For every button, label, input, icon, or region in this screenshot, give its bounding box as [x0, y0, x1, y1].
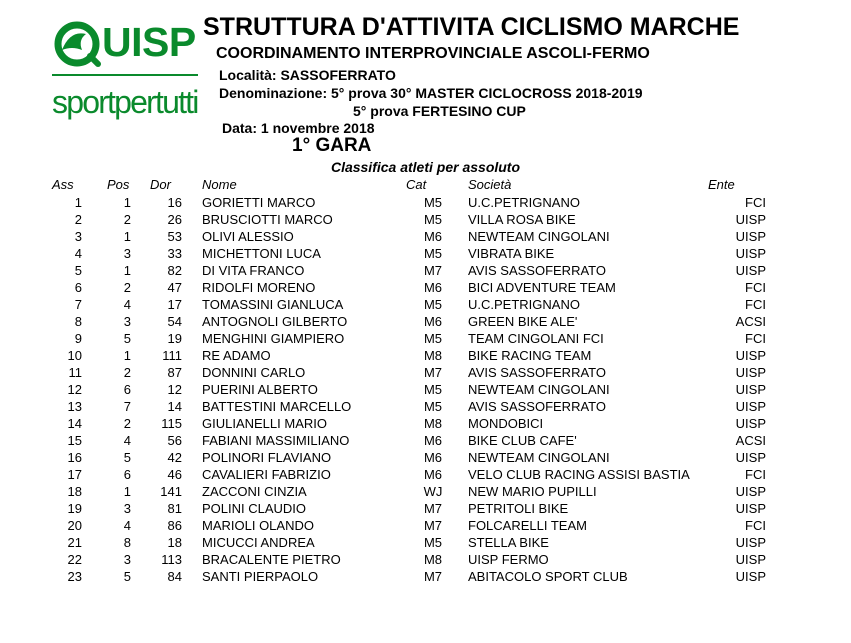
table-row	[0, 330, 851, 347]
cell-dor: 113	[161, 552, 182, 567]
cell-ass: 11	[68, 365, 82, 380]
cell-pos: 1	[123, 348, 131, 363]
cell-pos: 1	[123, 263, 131, 278]
cell-dor: 87	[167, 365, 182, 380]
ranking-title	[0, 159, 851, 175]
cell-nome: GORIETTI MARCO	[202, 195, 316, 210]
cell-pos: 3	[123, 246, 131, 261]
race-number: 1° GARA	[292, 135, 372, 156]
table-row	[0, 279, 851, 296]
cell-societa: AVIS SASSOFERRATO	[468, 399, 606, 414]
cell-dor: 16	[167, 195, 182, 210]
cell-nome: SANTI PIERPAOLO	[202, 569, 319, 584]
cell-cat: M5	[423, 246, 443, 261]
cell-pos: 8	[123, 535, 131, 550]
table-row	[0, 534, 851, 551]
table-row	[0, 262, 851, 279]
cell-societa: U.C.PETRIGNANO	[468, 297, 580, 312]
cell-ente: FCI	[745, 467, 766, 482]
cell-societa: MONDOBICI	[468, 416, 544, 431]
cell-ente: UISP	[735, 382, 766, 397]
cell-cat: M5	[423, 195, 443, 210]
cell-ass: 8	[74, 314, 82, 329]
cell-pos: 3	[123, 501, 131, 516]
cell-pos: 4	[123, 297, 131, 312]
cell-nome: RE ADAMO	[202, 348, 271, 363]
cell-ente: FCI	[745, 518, 766, 533]
cell-dor: 111	[162, 348, 182, 363]
table-row	[0, 517, 851, 534]
table-row	[0, 483, 851, 500]
cell-dor: 12	[167, 382, 182, 397]
cell-ente: UISP	[735, 246, 766, 261]
cell-societa: STELLA BIKE	[468, 535, 549, 550]
cell-ente: UISP	[735, 416, 766, 431]
cell-societa: UISP FERMO	[468, 552, 549, 567]
cell-ente: UISP	[735, 552, 766, 567]
cell-cat: M7	[423, 569, 443, 584]
table-row	[0, 313, 851, 330]
table-row	[0, 551, 851, 568]
cell-pos: 1	[123, 229, 131, 244]
table-row	[0, 500, 851, 517]
cell-nome: BRACALENTE PIETRO	[202, 552, 341, 567]
cell-nome: DONNINI CARLO	[202, 365, 306, 380]
table-row	[0, 194, 851, 211]
cell-ass: 3	[74, 229, 82, 244]
cell-ente: UISP	[735, 348, 766, 363]
page-title: STRUTTURA D'ATTIVITA CICLISMO MARCHE	[203, 13, 740, 41]
cell-cat: M7	[423, 263, 443, 278]
cell-pos: 4	[123, 433, 131, 448]
cell-ass: 10	[67, 348, 82, 363]
cell-societa: NEW MARIO PUPILLI	[468, 484, 597, 499]
cell-dor: 84	[167, 569, 182, 584]
cell-ass: 17	[67, 467, 82, 482]
cell-societa: NEWTEAM CINGOLANI	[468, 382, 610, 397]
cell-nome: OLIVI ALESSIO	[202, 229, 294, 244]
cell-cat: M5	[423, 535, 443, 550]
cell-nome: PUERINI ALBERTO	[202, 382, 318, 397]
cell-ass: 2	[74, 212, 82, 227]
cell-cat: M7	[423, 365, 443, 380]
cell-cat: M5	[423, 297, 443, 312]
cell-ass: 13	[67, 399, 82, 414]
cell-ente: UISP	[735, 399, 766, 414]
uisp-emblem-icon	[52, 20, 102, 68]
cell-societa: BIKE RACING TEAM	[468, 348, 592, 363]
cell-ente: UISP	[735, 365, 766, 380]
cell-ass: 23	[67, 569, 82, 584]
cell-ente: FCI	[745, 195, 766, 210]
cell-pos: 2	[123, 365, 131, 380]
col-ass: Ass	[52, 177, 74, 192]
cell-nome: POLINI CLAUDIO	[202, 501, 307, 516]
cell-nome: MARIOLI OLANDO	[202, 518, 314, 533]
cell-pos: 1	[123, 195, 131, 210]
cell-cat: M6	[423, 467, 443, 482]
cell-pos: 7	[123, 399, 131, 414]
cell-cat: M6	[423, 433, 443, 448]
cell-dor: 17	[167, 297, 182, 312]
cell-pos: 2	[123, 280, 131, 295]
table-row	[0, 347, 851, 364]
cell-cat: M8	[423, 552, 443, 567]
col-ente: Ente	[708, 177, 735, 192]
cell-ass: 9	[74, 331, 82, 346]
cell-nome: BRUSCIOTTI MARCO	[202, 212, 333, 227]
cell-dor: 115	[161, 416, 182, 431]
table-row	[0, 211, 851, 228]
col-pos: Pos	[107, 177, 130, 192]
col-dor: Dor	[150, 177, 171, 192]
table-row	[0, 398, 851, 415]
cell-nome: TOMASSINI GIANLUCA	[202, 297, 344, 312]
cell-societa: U.C.PETRIGNANO	[468, 195, 580, 210]
cell-ass: 18	[67, 484, 82, 499]
localita: Località: SASSOFERRATO	[219, 67, 396, 83]
cell-pos: 3	[123, 552, 131, 567]
page-subtitle: COORDINAMENTO INTERPROVINCIALE ASCOLI-FERMO	[216, 45, 650, 62]
cell-dor: 81	[167, 501, 182, 516]
cell-cat: M8	[423, 348, 443, 363]
cell-cat: M5	[423, 399, 443, 414]
col-nome: Nome	[202, 177, 237, 192]
cell-pos: 6	[123, 467, 131, 482]
cell-cat: M5	[423, 331, 443, 346]
table-row	[0, 432, 851, 449]
table-row	[0, 296, 851, 313]
cell-societa: TEAM CINGOLANI FCI	[468, 331, 604, 346]
race-date: Data: 1 novembre 2018	[222, 120, 375, 136]
cell-societa: BIKE CLUB CAFE'	[468, 433, 577, 448]
cell-ass: 21	[67, 535, 82, 550]
uisp-logo	[52, 18, 198, 130]
cell-nome: MICHETTONI LUCA	[202, 246, 321, 261]
table-row	[0, 381, 851, 398]
cell-ente: UISP	[735, 450, 766, 465]
cell-dor: 26	[167, 212, 182, 227]
cell-cat: WJ	[423, 484, 443, 499]
cell-pos: 3	[123, 314, 131, 329]
table-row	[0, 364, 851, 381]
cell-dor: 82	[167, 263, 182, 278]
cell-societa: ABITACOLO SPORT CLUB	[468, 569, 628, 584]
cell-ente: UISP	[735, 484, 766, 499]
cell-societa: AVIS SASSOFERRATO	[468, 263, 606, 278]
col-societa: Società	[468, 177, 512, 192]
cell-nome: GIULIANELLI MARIO	[202, 416, 327, 431]
cell-ente: UISP	[735, 535, 766, 550]
cell-ass: 5	[74, 263, 82, 278]
cell-dor: 47	[167, 280, 182, 295]
table-row	[0, 449, 851, 466]
logo-brand: UISP	[102, 19, 196, 65]
cell-ass: 1	[74, 195, 82, 210]
cell-societa: NEWTEAM CINGOLANI	[468, 450, 610, 465]
cell-cat: M8	[423, 416, 443, 431]
cell-societa: PETRITOLI BIKE	[468, 501, 569, 516]
cell-ass: 6	[74, 280, 82, 295]
cell-ente: ACSI	[735, 433, 766, 448]
cell-nome: ANTOGNOLI GILBERTO	[202, 314, 348, 329]
cell-ass: 15	[67, 433, 82, 448]
denominazione-secondary: 5° prova FERTESINO CUP	[353, 103, 526, 119]
table-row	[0, 228, 851, 245]
cell-ass: 19	[67, 501, 82, 516]
cell-societa: BICI ADVENTURE TEAM	[468, 280, 616, 295]
cell-dor: 86	[167, 518, 182, 533]
cell-dor: 141	[160, 484, 182, 499]
logo-tagline: sportpertutti	[52, 84, 198, 120]
cell-ente: UISP	[735, 501, 766, 516]
cell-pos: 6	[123, 382, 131, 397]
cell-dor: 33	[167, 246, 182, 261]
cell-cat: M6	[423, 450, 443, 465]
cell-nome: DI VITA FRANCO	[202, 263, 305, 278]
cell-pos: 5	[123, 450, 131, 465]
cell-cat: M6	[423, 229, 443, 244]
cell-ente: UISP	[735, 569, 766, 584]
cell-cat: M7	[423, 518, 443, 533]
cell-ass: 16	[67, 450, 82, 465]
cell-pos: 2	[123, 416, 131, 431]
cell-ente: UISP	[735, 229, 766, 244]
cell-dor: 46	[167, 467, 182, 482]
cell-nome: FABIANI MASSIMILIANO	[202, 433, 350, 448]
cell-ass: 4	[74, 246, 82, 261]
cell-ente: FCI	[745, 331, 766, 346]
cell-ass: 22	[67, 552, 82, 567]
cell-pos: 1	[123, 484, 131, 499]
cell-societa: NEWTEAM CINGOLANI	[468, 229, 610, 244]
cell-dor: 19	[167, 331, 182, 346]
cell-pos: 2	[123, 212, 131, 227]
cell-cat: M5	[423, 382, 443, 397]
cell-ente: FCI	[745, 280, 766, 295]
cell-pos: 4	[123, 518, 131, 533]
cell-societa: VILLA ROSA BIKE	[468, 212, 576, 227]
cell-societa: FOLCARELLI TEAM	[468, 518, 587, 533]
cell-nome: RIDOLFI MORENO	[202, 280, 316, 295]
table-row	[0, 568, 851, 585]
cell-nome: BATTESTINI MARCELLO	[202, 399, 352, 414]
cell-nome: MICUCCI ANDREA	[202, 535, 315, 550]
cell-societa: GREEN BIKE ALE'	[468, 314, 578, 329]
cell-dor: 56	[167, 433, 182, 448]
cell-pos: 5	[123, 569, 131, 584]
cell-dor: 53	[167, 229, 182, 244]
cell-nome: CAVALIERI FABRIZIO	[202, 467, 331, 482]
cell-cat: M6	[423, 280, 443, 295]
cell-dor: 42	[167, 450, 182, 465]
cell-ente: ACSI	[735, 314, 766, 329]
cell-cat: M5	[423, 212, 443, 227]
cell-ass: 12	[67, 382, 82, 397]
cell-societa: VELO CLUB RACING ASSISI BASTIA	[468, 467, 690, 482]
cell-societa: AVIS SASSOFERRATO	[468, 365, 606, 380]
cell-societa: VIBRATA BIKE	[468, 246, 555, 261]
cell-ass: 7	[74, 297, 82, 312]
table-row	[0, 245, 851, 262]
cell-dor: 54	[167, 314, 182, 329]
cell-pos: 5	[123, 331, 131, 346]
cell-dor: 18	[167, 535, 182, 550]
cell-dor: 14	[167, 399, 182, 414]
cell-nome: MENGHINI GIAMPIERO	[202, 331, 345, 346]
cell-ente: UISP	[735, 212, 766, 227]
table-row	[0, 415, 851, 432]
col-cat: Cat	[406, 177, 427, 192]
denominazione: Denominazione: 5° prova 30° MASTER CICLOCROSS 2018-2019	[219, 85, 643, 101]
cell-nome: ZACCONI CINZIA	[202, 484, 307, 499]
cell-cat: M6	[423, 314, 443, 329]
cell-cat: M7	[423, 501, 443, 516]
table-row	[0, 466, 851, 483]
cell-ente: FCI	[745, 297, 766, 312]
cell-nome: POLINORI FLAVIANO	[202, 450, 332, 465]
cell-ente: UISP	[735, 263, 766, 278]
cell-ass: 20	[67, 518, 82, 533]
ranking-title-text: Classifica atleti per assoluto	[330, 159, 521, 175]
cell-ass: 14	[67, 416, 82, 431]
